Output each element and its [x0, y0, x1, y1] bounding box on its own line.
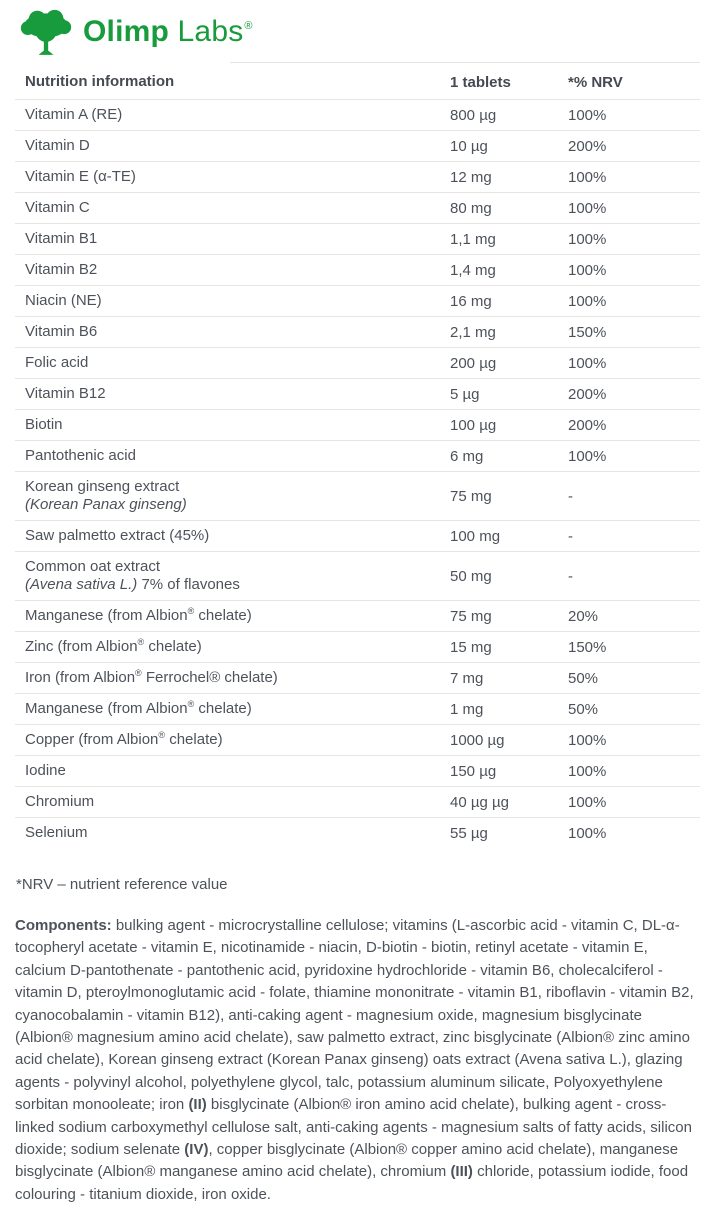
nutrient-nrv: 100%	[568, 731, 607, 749]
nutrient-nrv: 100%	[568, 261, 607, 279]
text-segment: 7% of flavones	[137, 576, 240, 593]
text-segment: Zinc (from Albion	[25, 638, 138, 655]
brand-logo	[20, 9, 253, 61]
text-segment: Vitamin E (α-TE)	[25, 168, 136, 185]
table-row	[15, 192, 700, 223]
text-segment: Manganese (from Albion	[25, 607, 188, 624]
nutrient-nrv: 50%	[568, 669, 599, 687]
text-segment: Vitamin B6	[25, 323, 98, 340]
table-row	[15, 786, 700, 817]
text-segment: (III)	[450, 1163, 473, 1181]
text-segment: (Korean Panax ginseng)	[25, 496, 187, 513]
table-row	[15, 223, 700, 254]
nutrient-nrv: 100%	[568, 354, 607, 372]
brand-name-labs: Labs	[169, 15, 244, 48]
nutrient-name	[15, 416, 450, 434]
text-segment: chelate)	[194, 607, 252, 624]
nutrient-name	[15, 323, 450, 341]
nrv-footnote: *NRV – nutrient reference value	[16, 876, 228, 893]
text-segment: Saw palmetto extract (45%)	[25, 527, 210, 544]
nutrient-name-line1	[25, 385, 444, 403]
text-segment: chloride, potassium iodide, food colouring - titanium dioxide, iron oxide.	[15, 1163, 689, 1203]
nutrient-amount: 75 mg	[450, 487, 492, 505]
nutrient-nrv: 50%	[568, 700, 599, 718]
text-segment: Components:	[15, 917, 112, 934]
table-body	[15, 99, 700, 848]
nutrient-amount: 75 mg	[450, 607, 492, 625]
nutrient-name-line1	[25, 527, 444, 545]
table-header-name: Nutrition information	[25, 73, 175, 90]
nutrient-nrv: 100%	[568, 762, 607, 780]
nutrient-amount: 1 mg	[450, 700, 484, 718]
nutrient-name-line1	[25, 478, 444, 496]
nutrient-name-line1	[25, 824, 444, 842]
nutrient-name-line1	[25, 137, 444, 155]
text-segment: bisglycinate (Albion® iron amino acid chelate), bulking agent - cross-linked sodium carboxymethyl cellulose salt, anti-caking agents - magnesium salts of fatty acids, silicon dioxide; sodium selenate	[15, 1096, 692, 1159]
table-header-row	[15, 66, 700, 99]
nutrient-name-line1	[25, 199, 444, 217]
table-row	[15, 662, 700, 693]
text-segment: Iron (from Albion	[25, 669, 136, 686]
nutrition-table	[15, 66, 700, 848]
nutrient-amount: 100 µg	[450, 416, 497, 434]
table-row	[15, 551, 700, 600]
nutrient-amount: 6 mg	[450, 447, 484, 465]
nutrient-name	[15, 638, 450, 656]
table-row	[15, 631, 700, 662]
table-row	[15, 817, 700, 848]
table-row	[15, 755, 700, 786]
table-row	[15, 316, 700, 347]
text-segment: Korean ginseng extract	[25, 478, 180, 495]
table-row	[15, 409, 700, 440]
nutrient-name	[15, 700, 450, 718]
nutrient-nrv: 100%	[568, 447, 607, 465]
nutrient-amount: 5 µg	[450, 385, 480, 403]
nutrient-name	[15, 137, 450, 155]
nutrient-amount: 7 mg	[450, 669, 484, 687]
nutrient-name-line1	[25, 669, 444, 687]
nutrient-nrv: 150%	[568, 323, 607, 341]
table-header-nrv: *% NRV	[568, 73, 623, 91]
tree-icon	[20, 9, 72, 61]
text-segment: Vitamin A (RE)	[25, 106, 123, 123]
nutrient-name	[15, 824, 450, 842]
nutrient-name	[15, 527, 450, 545]
nutrient-amount: 1,4 mg	[450, 261, 496, 279]
nutrient-amount: 80 mg	[450, 199, 492, 217]
text-segment: (Avena sativa L.)	[25, 576, 138, 593]
nutrient-nrv: 20%	[568, 607, 599, 625]
nutrient-name	[15, 607, 450, 625]
nutrient-name	[15, 731, 450, 749]
nutrient-nrv: 100%	[568, 793, 607, 811]
nutrient-name	[15, 199, 450, 217]
nutrient-nrv: 200%	[568, 385, 607, 403]
text-segment: Niacin (NE)	[25, 292, 102, 309]
text-segment: Chromium	[25, 793, 95, 810]
table-row	[15, 254, 700, 285]
nutrient-name-line1	[25, 230, 444, 248]
nutrient-name	[15, 793, 450, 811]
text-segment: Folic acid	[25, 354, 89, 371]
text-segment: Vitamin B2	[25, 261, 98, 278]
text-segment: ®	[187, 699, 195, 709]
nutrient-amount: 1,1 mg	[450, 230, 496, 248]
nutrient-name-line2	[25, 496, 444, 514]
nutrient-name-line1	[25, 762, 444, 780]
text-segment: , copper bisglycinate (Albion® copper amino acid chelate), manganese bisglycinate (Albion® manganese amino acid chelate), chromium	[15, 1141, 679, 1181]
nutrient-name	[15, 558, 450, 594]
nutrient-amount: 1000 µg	[450, 731, 505, 749]
nutrient-amount: 200 µg	[450, 354, 497, 372]
nutrient-nrv: 100%	[568, 199, 607, 217]
nutrient-name	[15, 385, 450, 403]
nutrient-name	[15, 168, 450, 186]
nutrient-amount: 50 mg	[450, 567, 492, 585]
text-segment: Ferrochel® chelate)	[141, 669, 278, 686]
nutrient-name	[15, 669, 450, 687]
nutrient-name-line1	[25, 638, 444, 656]
nutrient-name-line1	[25, 731, 444, 749]
table-row	[15, 520, 700, 551]
table-row	[15, 99, 700, 130]
nutrient-amount: 10 µg	[450, 137, 488, 155]
nutrient-name	[15, 261, 450, 279]
nutrient-amount: 16 mg	[450, 292, 492, 310]
text-segment: Vitamin D	[25, 137, 90, 154]
text-segment: chelate)	[194, 700, 252, 717]
nutrient-name-line1	[25, 168, 444, 186]
nutrient-name	[15, 106, 450, 124]
text-segment: ®	[158, 730, 166, 740]
nutrient-name-line1	[25, 607, 444, 625]
text-segment: Pantothenic acid	[25, 447, 136, 464]
nutrient-name-line1	[25, 416, 444, 434]
nutrient-amount: 12 mg	[450, 168, 492, 186]
nutrient-name-line1	[25, 323, 444, 341]
table-row	[15, 471, 700, 520]
nutrient-name-line2	[25, 576, 444, 594]
nutrient-amount: 800 µg	[450, 106, 497, 124]
nutrient-amount: 100 mg	[450, 527, 501, 545]
nutrient-amount: 2,1 mg	[450, 323, 496, 341]
text-segment: Vitamin B12	[25, 385, 106, 402]
nutrient-nrv: -	[568, 567, 573, 585]
components-text	[15, 915, 699, 1206]
nutrient-name	[15, 354, 450, 372]
text-segment: Selenium	[25, 824, 88, 841]
nutrient-name-line1	[25, 261, 444, 279]
table-row	[15, 724, 700, 755]
nutrient-amount: 150 µg	[450, 762, 497, 780]
nutrient-nrv: 200%	[568, 137, 607, 155]
nutrient-name-line1	[25, 447, 444, 465]
nutrient-name-line1	[25, 700, 444, 718]
nutrient-nrv: 150%	[568, 638, 607, 656]
brand-name-olimp: Olimp	[83, 15, 170, 48]
nutrient-name-line1	[25, 106, 444, 124]
nutrient-nrv: -	[568, 527, 573, 545]
text-segment: bulking agent - microcrystalline cellulose; vitamins (L-ascorbic acid - vitamin C, DL-α-tocopheryl acetate - vitamin E, nicotinamide - niacin, D-biotin - biotin, retinyl acetate - vitamin E, calcium D-pantothenate - pantothenic acid, pyridoxine hydrochloride - vitamin B6, cholecalciferol - vitamin D, pteroylmonoglutamic acid - folate, thiamine mononitrate - vitamin B1, riboflavin - vitamin B2, cyanocobalamin - vitamin B12), anti-caking agent - magnesium oxide, magnesium bisglycinate (Albion® magnesium amino acid chelate), saw palmetto extract, zinc bisglycinate (Albion® zinc amino acid chelate), Korean ginseng extract (Korean Panax ginseng) oats extract (Avena sativa L.), glazing agents - polyvinyl alcohol, polyethylene glycol, talc, potassium aluminum silicate, Polyoxyethylene sorbitan monooleate; iron	[15, 917, 694, 1114]
text-segment: ®	[137, 637, 145, 647]
nutrient-name-line1	[25, 292, 444, 310]
nutrient-name-line1	[25, 354, 444, 372]
text-segment: Manganese (from Albion	[25, 700, 188, 717]
text-segment: chelate)	[144, 638, 202, 655]
nutrient-nrv: 100%	[568, 292, 607, 310]
table-row	[15, 347, 700, 378]
nutrient-nrv: 100%	[568, 230, 607, 248]
nutrient-nrv: -	[568, 487, 573, 505]
text-segment: Copper (from Albion	[25, 731, 159, 748]
nutrient-nrv: 100%	[568, 168, 607, 186]
nutrient-name	[15, 447, 450, 465]
nutrient-name	[15, 478, 450, 514]
nutrient-nrv: 100%	[568, 824, 607, 842]
text-segment: chelate)	[165, 731, 223, 748]
top-divider	[230, 62, 700, 63]
table-row	[15, 693, 700, 724]
text-segment: Vitamin C	[25, 199, 90, 216]
text-segment: ®	[187, 606, 195, 616]
text-segment: ®	[135, 668, 142, 678]
nutrient-name	[15, 762, 450, 780]
nutrient-nrv: 200%	[568, 416, 607, 434]
text-segment: (II)	[188, 1096, 207, 1114]
text-segment: Vitamin B1	[25, 230, 98, 247]
table-row	[15, 161, 700, 192]
nutrient-name-line1	[25, 793, 444, 811]
nutrient-amount: 15 mg	[450, 638, 492, 656]
brand-name	[83, 17, 253, 53]
text-segment: Common oat extract	[25, 558, 161, 575]
nutrient-name	[15, 230, 450, 248]
table-header-amount: 1 tablets	[450, 73, 511, 91]
text-segment: Biotin	[25, 416, 63, 433]
nutrient-name-line1	[25, 558, 444, 576]
table-row	[15, 440, 700, 471]
nutrient-nrv: 100%	[568, 106, 607, 124]
text-segment: (IV)	[184, 1141, 209, 1159]
table-row	[15, 600, 700, 631]
table-row	[15, 378, 700, 409]
table-row	[15, 130, 700, 161]
registered-mark: ®	[244, 20, 253, 32]
text-segment: Iodine	[25, 762, 66, 779]
nutrient-amount: 40 µg µg	[450, 793, 509, 811]
nutrient-amount: 55 µg	[450, 824, 488, 842]
nutrient-name	[15, 292, 450, 310]
table-row	[15, 285, 700, 316]
